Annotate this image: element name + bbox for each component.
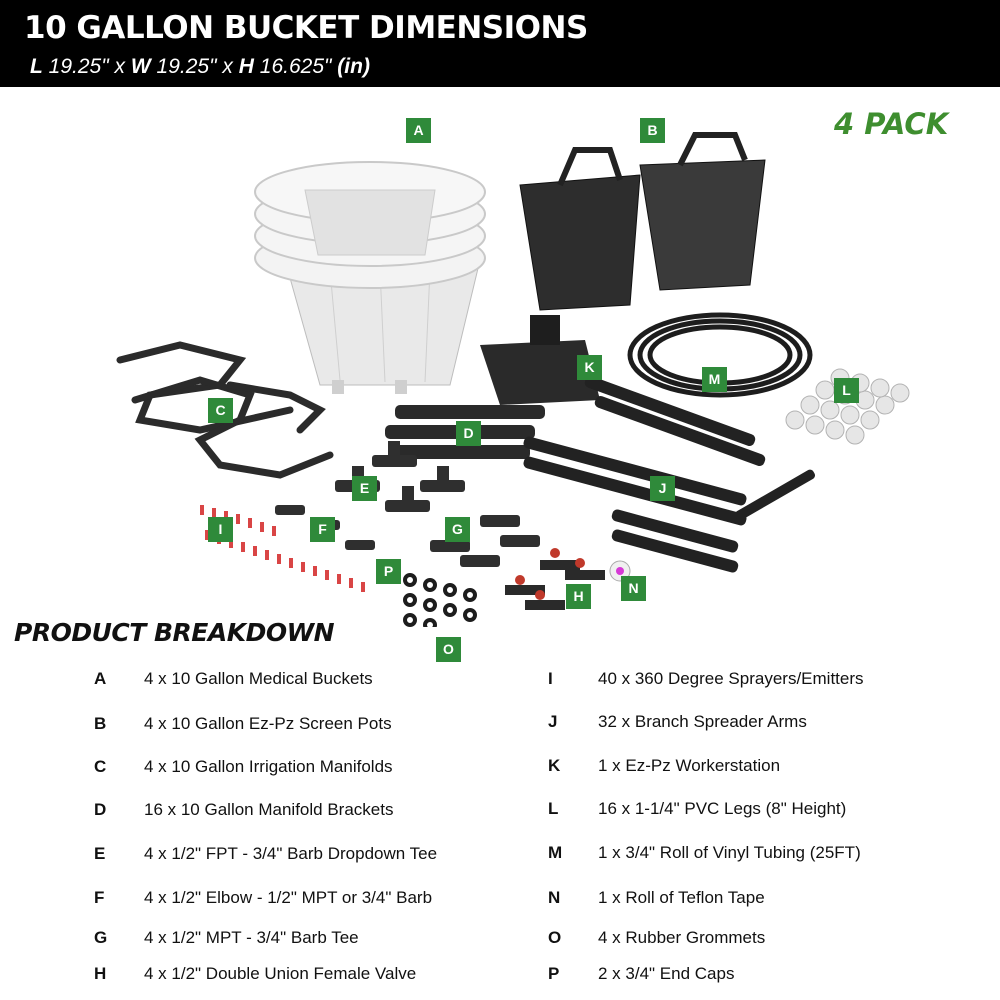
item-desc: 16 x 10 Gallon Manifold Brackets (144, 800, 394, 819)
item-desc: 32 x Branch Spreader Arms (598, 712, 807, 731)
item-letter: M (548, 843, 563, 862)
list-item (94, 886, 432, 910)
item-desc: 4 x 1/2" Elbow - 1/2" MPT or 3/4" Barb (144, 888, 433, 907)
item-desc: 40 x 360 Degree Sprayers/Emitters (598, 669, 864, 688)
item-desc: 1 x 3/4" Roll of Vinyl Tubing (25FT) (598, 843, 861, 862)
list-item (94, 712, 392, 736)
item-letter: E (94, 844, 106, 863)
dim-l-label: L (30, 55, 43, 78)
item-letter: H (94, 964, 107, 983)
dim-h-value: 16.625" (259, 55, 332, 78)
item-desc: 1 x Roll of Teflon Tape (598, 888, 765, 907)
tag-l: L (834, 378, 859, 403)
tag-o: O (436, 637, 461, 662)
list-item (94, 798, 393, 822)
item-desc: 4 x Rubber Grommets (598, 928, 766, 947)
list-item (94, 842, 437, 866)
dimensions-line (30, 55, 370, 79)
dim-l-value: 19.25" (48, 55, 109, 78)
tag-h: H (566, 584, 591, 609)
tag-k: K (577, 355, 602, 380)
item-desc: 2 x 3/4" End Caps (598, 964, 735, 983)
item-desc: 4 x 10 Gallon Irrigation Manifolds (144, 757, 393, 776)
tag-j: J (650, 476, 675, 501)
item-desc: 1 x Ez-Pz Workerstation (598, 756, 781, 775)
header-bar (0, 0, 1000, 87)
tag-a: A (406, 118, 431, 143)
tag-g: G (445, 517, 470, 542)
dim-h-label: H (238, 55, 254, 78)
list-item (94, 926, 359, 950)
dim-sep: x (222, 55, 233, 78)
screen-pots-image (520, 135, 765, 310)
list-item (548, 797, 846, 821)
item-letter: O (548, 928, 562, 947)
spreader-arms-image (522, 375, 816, 574)
list-item (94, 667, 373, 691)
tag-p: P (376, 559, 401, 584)
list-item (548, 841, 861, 865)
item-desc: 4 x 1/2" Double Union Female Valve (144, 964, 417, 983)
list-item (548, 667, 864, 691)
list-item (548, 962, 734, 986)
pack-label: 4 PACK (834, 107, 949, 141)
tag-c: C (208, 398, 233, 423)
tag-d: D (456, 421, 481, 446)
list-item (548, 754, 780, 778)
item-desc: 4 x 1/2" MPT - 3/4" Barb Tee (144, 928, 359, 947)
item-desc: 4 x 1/2" FPT - 3/4" Barb Dropdown Tee (144, 844, 438, 863)
item-letter: P (548, 964, 560, 983)
item-letter: A (94, 669, 107, 688)
product-illustration (0, 87, 1000, 627)
list-item (548, 886, 765, 910)
grommets-image (405, 575, 475, 627)
item-desc: 4 x 10 Gallon Medical Buckets (144, 669, 373, 688)
item-letter: I (548, 669, 553, 688)
item-desc: 16 x 1-1/4" PVC Legs (8" Height) (598, 799, 847, 818)
item-letter: F (94, 888, 105, 907)
page-title: 10 GALLON BUCKET DIMENSIONS (24, 10, 588, 46)
item-letter: N (548, 888, 561, 907)
list-item (548, 926, 765, 950)
list-item (548, 710, 807, 734)
list-item (94, 755, 393, 779)
item-letter: G (94, 928, 108, 947)
tag-f: F (310, 517, 335, 542)
dim-w-value: 19.25" (156, 55, 217, 78)
item-letter: D (94, 800, 107, 819)
breakdown-title: PRODUCT BREAKDOWN (14, 618, 335, 647)
item-letter: B (94, 714, 107, 733)
buckets-image (255, 162, 485, 394)
tag-e: E (352, 476, 377, 501)
item-letter: L (548, 799, 559, 818)
tag-b: B (640, 118, 665, 143)
item-desc: 4 x 10 Gallon Ez-Pz Screen Pots (144, 714, 392, 733)
item-letter: J (548, 712, 558, 731)
item-letter: K (548, 756, 561, 775)
tag-n: N (621, 576, 646, 601)
dim-unit: (in) (337, 55, 370, 78)
dim-sep: x (114, 55, 126, 78)
tag-m: M (702, 367, 727, 392)
dim-w-label: W (130, 55, 151, 78)
tag-i: I (208, 517, 233, 542)
list-item (94, 962, 416, 986)
item-letter: C (94, 757, 107, 776)
